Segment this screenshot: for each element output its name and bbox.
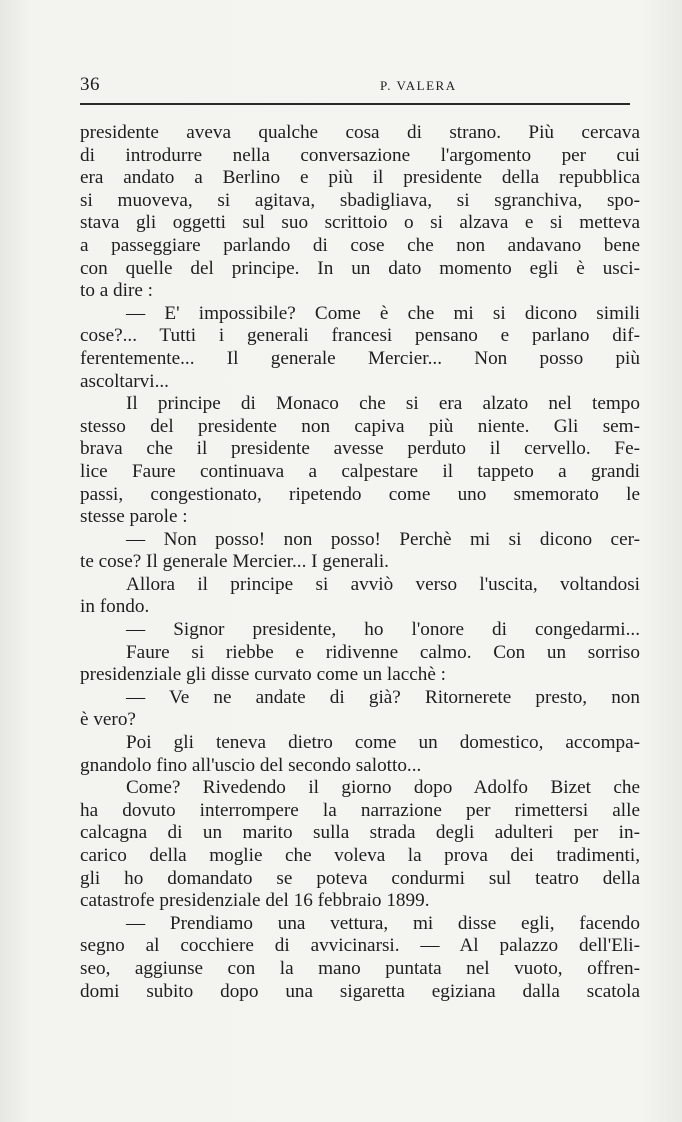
text-line: ferentemente... Il generale Mercier... Non posso più bbox=[80, 347, 640, 369]
text-line: seo, aggiunse con la mano puntata nel vuoto, offren- bbox=[80, 957, 640, 979]
text-line: — Non posso! non posso! Perchè mi si dicono cer- bbox=[126, 528, 640, 550]
text-line: stava gli oggetti sul suo scrittoio o si alzava e si metteva bbox=[80, 212, 640, 234]
text-line: ha dovuto interrompere la narrazione per rimettersi alle bbox=[80, 799, 640, 821]
text-line: te cose? Il generale Mercier... I generali. bbox=[80, 551, 389, 573]
page-header bbox=[80, 74, 630, 98]
text-line: to a dire : bbox=[80, 280, 153, 302]
text-line: di introdurre nella conversazione l'argomento per cui bbox=[80, 144, 640, 166]
text-line: a passeggiare parlando di cose che non andavano bene bbox=[80, 234, 640, 256]
text-line: — Signor presidente, ho l'onore di congedarmi... bbox=[126, 619, 640, 641]
header-rule bbox=[80, 103, 630, 105]
text-line: — Ve ne andate di già? Ritornerete presto, non bbox=[126, 686, 640, 708]
text-line: lice Faure continuava a calpestare il tappeto a grandi bbox=[80, 460, 640, 482]
text-line: era andato a Berlino e più il presidente della repubblica bbox=[80, 167, 640, 189]
text-line: domi subito dopo una sigaretta egiziana dalla scatola bbox=[80, 980, 640, 1002]
text-line: si muoveva, si agitava, sbadigliava, si sgranchiva, spo- bbox=[80, 189, 640, 211]
text-line: — E' impossibile? Come è che mi si dicono simili bbox=[126, 302, 640, 324]
text-line: presidenziale gli disse curvato come un lacchè : bbox=[80, 664, 447, 686]
text-line: stesso del presidente non capiva più niente. Gli sem- bbox=[80, 415, 640, 437]
text-line: gli ho domandato se poteva condurmi sul teatro della bbox=[80, 867, 640, 889]
text-line: catastrofe presidenziale del 16 febbraio 1899. bbox=[80, 890, 430, 912]
text-line: segno al cocchiere di avvicinarsi. — Al palazzo dell'Eli- bbox=[80, 935, 640, 957]
running-head: P. VALERA bbox=[380, 78, 457, 93]
text-line: ascoltarvi... bbox=[80, 370, 169, 392]
page-number: 36 bbox=[80, 74, 100, 95]
body-text bbox=[80, 122, 640, 1003]
text-line: in fondo. bbox=[80, 596, 150, 618]
text-line: con quelle del principe. In un dato momento egli è usci- bbox=[80, 257, 640, 279]
text-line: Il principe di Monaco che si era alzato nel tempo bbox=[126, 393, 640, 415]
text-line: — Prendiamo una vettura, mi disse egli, facendo bbox=[126, 912, 640, 934]
text-line: cose?... Tutti i generali francesi pensano e parlano dif- bbox=[80, 325, 640, 347]
text-line: passi, congestionato, ripetendo come uno smemorato le bbox=[80, 483, 640, 505]
text-line: brava che il presidente avesse perduto il cervello. Fe- bbox=[80, 438, 640, 460]
text-line: gnandolo fino all'uscio del secondo salotto... bbox=[80, 754, 422, 776]
text-line: carico della moglie che voleva la prova dei tradimenti, bbox=[80, 845, 640, 866]
text-line: Allora il principe si avviò verso l'uscita, voltandosi bbox=[126, 573, 640, 595]
text-line: presidente aveva qualche cosa di strano. Più cercava bbox=[80, 122, 640, 143]
text-line: calcagna di un marito sulla strada degli adulteri per in- bbox=[80, 822, 640, 844]
text-line: Faure si riebbe e ridivenne calmo. Con un sorriso bbox=[126, 641, 640, 663]
text-line: Come? Rivedendo il giorno dopo Adolfo Bizet che bbox=[126, 777, 640, 799]
text-line: è vero? bbox=[80, 709, 136, 731]
text-line: stesse parole : bbox=[80, 506, 188, 528]
text-line: Poi gli teneva dietro come un domestico, accompa- bbox=[126, 732, 640, 754]
